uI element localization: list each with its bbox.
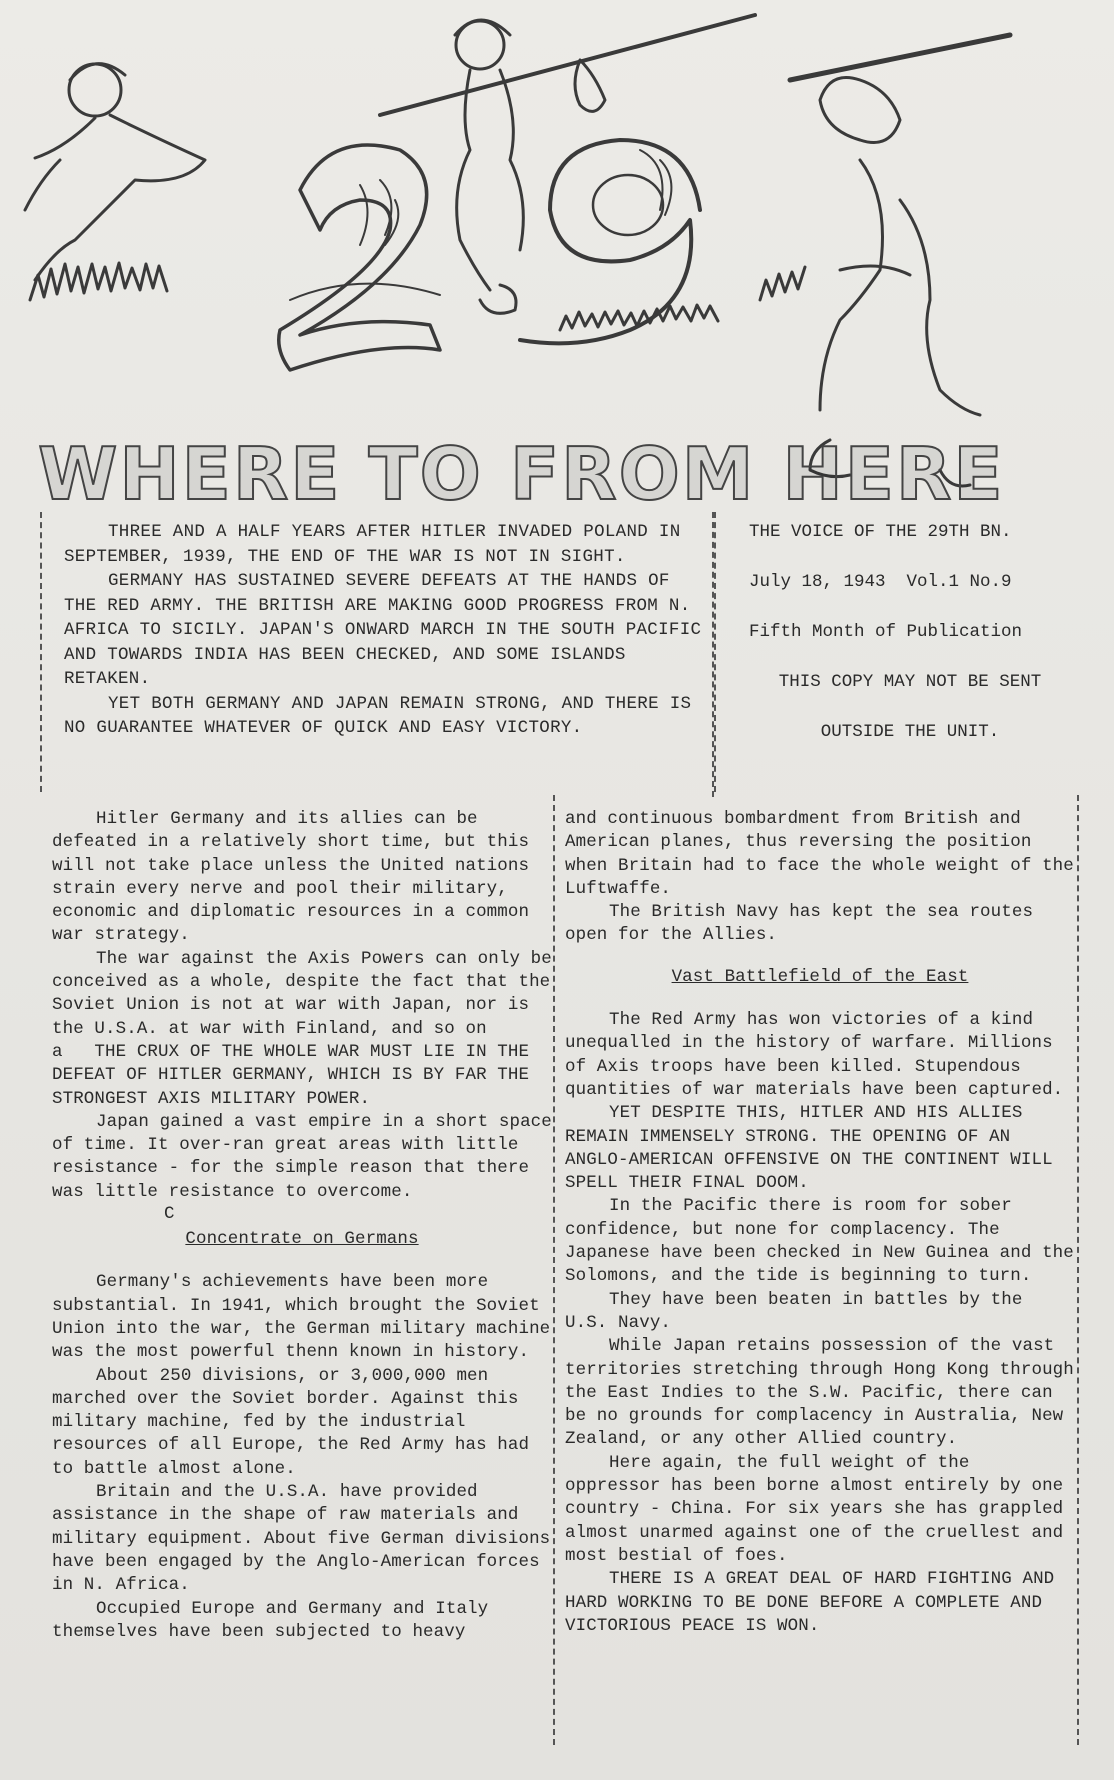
paragraph: YET DESPITE THIS, HITLER AND HIS ALLIES REMAIN IMMENSELY STRONG. THE OPENING OF AN ANGLO-AMERICAN OFFENSIVE ON THE CONTINENT WILL SPELL THEIR FINAL DOOM. [565, 1103, 1053, 1194]
paragraph: a THE CRUX OF THE WHOLE WAR MUST LIE IN THE DEFEAT OF HITLER GERMANY, WHICH IS BY FAR THE STRONGEST AXIS MILITARY POWER. [52, 1041, 540, 1109]
paragraph: Occupied Europe and Germany and Italy themselves have been subjected to heavy [52, 1598, 489, 1642]
subheading: Concentrate on Germans [185, 1229, 419, 1250]
info-divider [712, 512, 714, 797]
lead-paragraph: YET BOTH GERMANY AND JAPAN REMAIN STRONG, AND THERE IS NO GUARANTEE WHATEVER OF QUICK AND EASY VICTORY. [64, 693, 692, 738]
grass-right [760, 267, 805, 300]
lead-story [64, 520, 704, 741]
voice-line: THE VOICE OF THE 29TH BN. [749, 522, 1012, 542]
paragraph: Here again, the full weight of the oppressor has been borne almost entirely by one country - China. For six years she has grappled almost unarmed against one of the cruellest and most bestial of foes. [565, 1452, 1064, 1566]
distribution-notice-1: THIS COPY MAY NOT BE SENT [778, 672, 1042, 692]
paragraph: In the Pacific there is room for sober confidence, but none for complacency. The Japanese have been checked in New Guinea and the Solomons, and the tide is beginning to turn. [565, 1196, 1074, 1287]
publication-info [735, 520, 1085, 770]
paragraph: Germany's achievements have been more substantial. In 1941, which brought the Soviet Union into the war, the German military machine was the most powerful thenn known in history. [52, 1272, 551, 1363]
paragraph: While Japan retains possession of the vast territories stretching through Hong Kong through the East Indies to the S.W. Pacific, there can be no grounds for complacency in Australia, New Zealand, or any other Allied country. [565, 1336, 1074, 1450]
paragraph: Japan gained a vast empire in a short space of time. It over-ran great areas with little resistance - for the simple reason that there was little resistance to overcome. [52, 1111, 552, 1202]
margin-mark: C [164, 1204, 175, 1225]
subheading: Vast Battlefield of the East [671, 966, 969, 987]
grass-left [30, 263, 167, 300]
date-volume: July 18, 1943 Vol.1 No.9 [749, 572, 1012, 592]
lead-paragraph: GERMANY HAS SUSTAINED SEVERE DEFEATS AT THE HANDS OF THE RED ARMY. THE BRITISH ARE MAKING GOOD PROGRESS FROM N. AFRICA TO SICILY. JAPAN'S ONWARD MARCH IN THE SOUTH PACIFIC AND TOWARDS INDIA HAS BEEN CHECKED, AND SOME ISLANDS RETAKEN. [64, 571, 702, 689]
paragraph: They have been beaten in battles by the U.S. Navy. [565, 1289, 1023, 1333]
paragraph: About 250 divisions, or 3,000,000 men marched over the Soviet border. Against this military machine, fed by the industrial resources of all Europe, the Red Army has had to battle almost alone. [52, 1365, 530, 1479]
right-column [565, 808, 1075, 1638]
lead-paragraph: THREE AND A HALF YEARS AFTER HITLER INVADED POLAND IN SEPTEMBER, 1939, THE END OF THE WAR IS NOT IN SIGHT. [64, 522, 681, 567]
publication-month: Fifth Month of Publication [749, 622, 1023, 642]
paragraph: Britain and the U.S.A. have provided assistance in the shape of raw materials and military equipment. About five German divisions have been engaged by the Anglo-American forces in N. Africa. [52, 1482, 551, 1596]
headline: WHERE TO FROM HERE [38, 432, 1005, 516]
paragraph: Hitler Germany and its allies can be defeated in a relatively short time, but this will not take place unless the United nations strain every nerve and pool their military, economic and diplomatic resources in a common war strategy. [52, 809, 530, 946]
paragraph: THERE IS A GREAT DEAL OF HARD FIGHTING AND HARD WORKING TO BE DONE BEFORE A COMPLETE AND VICTORIOUS PEACE IS WON. [565, 1569, 1055, 1636]
paragraph: The British Navy has kept the sea routes open for the Allies. [565, 902, 1034, 946]
paragraph: The war against the Axis Powers can only be conceived as a whole, despite the fact that the Soviet Union is not at war with Japan, nor is the U.S.A. at war with Finland, and so on [52, 948, 552, 1039]
paragraph: and continuous bombardment from British and American planes, thus reversing the position when Britain had to face the whole weight of the Luftwaffe. [565, 809, 1074, 899]
paragraph: The Red Army has won victories of a kind unequalled in the history of warfare. Millions of Axis troops have been killed. Stupendous quantities of war materials have been captured. [565, 1010, 1064, 1100]
distribution-notice-2: OUTSIDE THE UNIT. [820, 722, 1000, 742]
left-column [52, 808, 552, 1644]
